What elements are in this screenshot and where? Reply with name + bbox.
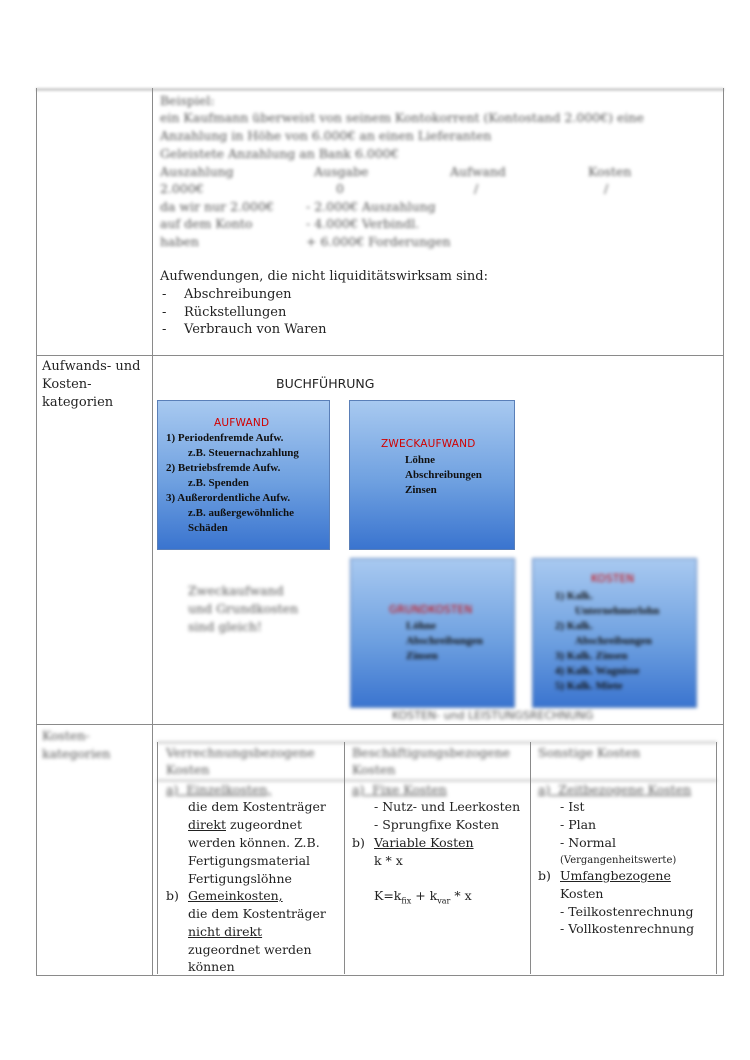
header-beschaeftigungsbezogen: Beschäftigungsbezogene Kosten (352, 745, 511, 777)
table-right-border (723, 88, 724, 976)
example-col-ausgabe: Ausgabe (314, 164, 369, 179)
list-item: - Verbrauch von Waren (162, 322, 327, 337)
header-verrechnungsbezogen: Verrechnungsbezogene Kosten (166, 745, 315, 777)
c2-b-l1: k * x (374, 853, 403, 868)
col-border-2 (344, 742, 345, 974)
blurred-lower-diagram (0, 540, 750, 730)
example-line-2: ein Kaufmann überweist von seinem Kontokorrent (Kontostand 2.000€) eine (160, 110, 644, 125)
c1-a-l5: Fertigungslöhne (188, 871, 292, 886)
c3-b-l3: - Vollkostenrechnung (560, 921, 695, 936)
kosten-title: KOSTEN (591, 573, 635, 585)
c3-b-l1: Kosten (560, 886, 604, 901)
aufwand-title: AUFWAND (214, 417, 270, 429)
blurred-column-headers (0, 725, 750, 797)
list-item: - Rückstellungen (162, 304, 287, 320)
equality-note: Zweckaufwand und Grundkosten sind gleich! (188, 583, 299, 634)
c2-a-l2: - Sprungfixe Kosten (374, 817, 500, 832)
example-col-auszahlung: Auszahlung (160, 164, 234, 179)
buchfuehrung-title: BUCHFÜHRUNG (276, 376, 375, 391)
row-label-kostenkategorien: Kosten- kategorien (42, 728, 111, 761)
grundkosten-box: GRUNDKOSTEN Löhne Abschreibungen Zinsen (350, 558, 515, 708)
kosten-box: KOSTEN 1) Kalk. Unternehmerlohn 2) Kalk. Abschreibungen 3) Kalk. Zinsen 4) Kalk. Wagnisse 5) Kalk. Miete (532, 558, 697, 708)
table-bottom-border (36, 975, 724, 976)
c1-a-l2: direkt zugeordnet (188, 817, 302, 832)
example-booking: Geleistete Anzahlung an Bank 6.000€ (160, 146, 399, 161)
example-col-aufwand: Aufwand (450, 164, 506, 179)
list-dash: - (162, 287, 167, 302)
col-border-4 (716, 742, 717, 974)
c3-a-l1: - Ist (560, 799, 585, 814)
example-r3b: + 6.000€ Forderungen (306, 234, 451, 249)
header-sonstige: Sonstige Kosten (538, 745, 641, 760)
c3-b-title: Umfangbezogene (560, 868, 671, 883)
list-dash: - (162, 322, 167, 337)
klr-title: KOSTEN- und LEISTUNGSRECHNUNG (392, 709, 594, 722)
example-val-ausgabe: 0 (336, 181, 344, 196)
example-line-3: Anzahlung in Höhe von 6.000€ an einen Lieferanten (160, 128, 492, 143)
example-r3a: haben (160, 234, 199, 249)
c2-b-mark: b) (352, 835, 365, 850)
c3-b-l2: - Teilkostenrechnung (560, 904, 694, 919)
c3-a-l3: - Normal (560, 835, 616, 850)
list-dash: - (162, 304, 167, 320)
example-r2b: - 4.000€ Verbindl. (306, 216, 420, 231)
zweckaufwand-title: ZWECKAUFWAND (381, 438, 476, 450)
example-r1a: da wir nur 2.000€ (160, 199, 274, 214)
list-item: - Abschreibungen (162, 287, 292, 302)
example-val-aufwand: / (474, 181, 479, 196)
zweckaufwand-box: ZWECKAUFWAND Löhne Abschreibungen Zinsen (349, 400, 515, 550)
nonliquid-heading: Aufwendungen, die nicht liquiditätswirksam sind: (160, 269, 489, 284)
table-inner-divider (152, 88, 153, 976)
example-col-kosten: Kosten (588, 164, 632, 179)
c2-a-l1: - Nutz- und Leerkosten (374, 799, 521, 814)
c1-a-l3: werden können. Z.B. (188, 835, 320, 850)
aufwand-box: AUFWAND 1) Periodenfremde Aufw. z.B. Steuernachzahlung 2) Betriebsfremde Aufw. z.B. Spenden 3) Außerordentliche Aufw. z.B. außergewöhnliche Schäden (157, 400, 330, 550)
table-left-border (36, 88, 37, 976)
nonliquid-list (160, 286, 327, 339)
c3-a-l4: (Vergangenheitswerte) (560, 855, 677, 866)
example-heading: Beispiel: (160, 93, 215, 108)
col-border-1 (157, 742, 158, 974)
c1-b-title: Gemeinkosten, (188, 888, 283, 903)
c1-a-blurred: a) Einzelkosten, (166, 782, 272, 797)
example-r2a: auf dem Konto (160, 216, 253, 231)
c1-b-l4: können (188, 959, 235, 974)
c3-b-mark: b) (538, 868, 551, 883)
grundkosten-title: GRUNDKOSTEN (389, 604, 473, 616)
c2-a-blurred: a) Fixe Kosten (352, 782, 447, 797)
col-border-3 (530, 742, 531, 974)
c1-b-l1: die dem Kostenträger (188, 906, 326, 921)
table-top-border (36, 88, 724, 91)
row-divider-1 (36, 355, 724, 356)
c1-a-l1: die dem Kostenträger (188, 799, 326, 814)
c1-b-mark: b) (166, 888, 179, 903)
c1-b-l3: zugeordnet werden (188, 942, 312, 957)
c3-a-blurred: a) Zeitbezogene Kosten (538, 782, 692, 797)
c1-a-l4: Fertigungsmaterial (188, 853, 311, 868)
example-r1b: - 2.000€ Auszahlung (306, 199, 436, 214)
row-label-aufwands-kosten: Aufwands- und Kosten- kategorien (42, 359, 141, 410)
c2-formula: $K=k_{fix} + k_{var} * x$ (374, 888, 472, 906)
c1-b-l2: nicht direkt (188, 924, 263, 939)
c2-b-title: Variable Kosten (374, 835, 474, 850)
c3-a-l2: - Plan (560, 817, 597, 832)
example-val-auszahlung: 2.000€ (160, 181, 204, 196)
example-val-kosten: / (604, 181, 609, 196)
